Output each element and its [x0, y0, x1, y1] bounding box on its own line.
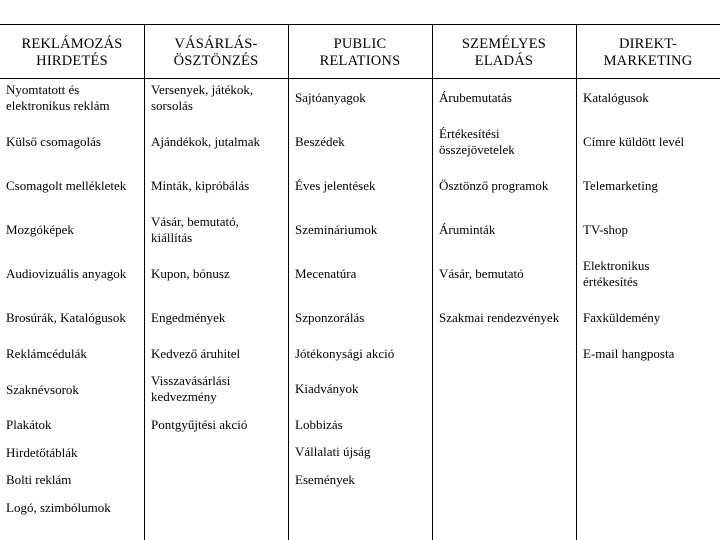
- column-divider: [288, 25, 289, 540]
- header-bottom-border: [0, 78, 720, 79]
- table-cell: Jótékonysági akció: [295, 346, 395, 361]
- table-cell: Szakmai rendezvények: [439, 310, 560, 325]
- header-line: SZEMÉLYES: [461, 36, 547, 52]
- table-cell: Ösztönző programok: [439, 178, 549, 193]
- table-cell: Katalógusok: [583, 90, 649, 105]
- table-cell: Árubemutatás: [439, 90, 512, 105]
- table-cell: Csomagolt mellékletek: [6, 178, 127, 193]
- table-cell: Nyomtatott és elektronikus reklám: [6, 82, 110, 113]
- table-cell: Szponzorálás: [295, 310, 365, 325]
- table-cell: Vásár, bemutató: [439, 266, 524, 281]
- header-line: DIREKT-: [618, 36, 678, 52]
- table-cell: Minták, kipróbálás: [151, 178, 250, 193]
- header-reklamozas: [0, 33, 144, 73]
- header-szemelyes-eladas: [432, 33, 576, 73]
- table-cell: Beszédek: [295, 134, 345, 149]
- header-public-relations: [288, 33, 432, 73]
- table-cell: Vállalati újság: [295, 444, 371, 459]
- table-cell: Kedvező áruhitel: [151, 346, 241, 361]
- table-cell: Sajtóanyagok: [295, 90, 366, 105]
- header-line: VÁSÁRLÁS-: [174, 36, 258, 52]
- table-cell: Kupon, bónusz: [151, 266, 230, 281]
- header-line: ELADÁS: [474, 53, 534, 69]
- header-line: MARKETING: [603, 53, 693, 69]
- table-cell: Áruminták: [439, 222, 496, 237]
- table-cell: Külső csomagolás: [6, 134, 101, 149]
- table-cell: Visszavásárlási kedvezmény: [151, 373, 231, 404]
- table-cell: Címre küldött levél: [583, 134, 685, 149]
- table-cell: Események: [295, 472, 355, 487]
- table-cell: TV-shop: [583, 222, 629, 237]
- table-cell: E-mail hangposta: [583, 346, 675, 361]
- table-cell: Mozgóképek: [6, 222, 74, 237]
- header-vasarlas: [144, 33, 288, 73]
- table-cell: Ajándékok, jutalmak: [151, 134, 261, 149]
- table-cell: Vásár, bemutató, kiállítás: [151, 214, 239, 245]
- column-divider: [432, 25, 433, 540]
- table-cell: Lobbizás: [295, 417, 343, 432]
- table-cell: Értékesítési összejövetelek: [439, 126, 515, 157]
- table-cell: Telemarketing: [583, 178, 658, 193]
- table-cell: Logó, szimbólumok: [6, 500, 111, 515]
- table-cell: Kiadványok: [295, 381, 359, 396]
- table-cell: Hirdetőtáblák: [6, 445, 78, 460]
- table-cell: Mecenatúra: [295, 266, 357, 281]
- column-divider: [576, 25, 577, 540]
- header-line: HIRDETÉS: [36, 53, 108, 69]
- table-cell: Brosúrák, Katalógusok: [6, 310, 126, 325]
- table-cell: Szaknévsorok: [6, 382, 79, 397]
- table-cell: Szemináriumok: [295, 222, 378, 237]
- header-line: ÖSZTÖNZÉS: [173, 53, 259, 69]
- header-line: REKLÁMOZÁS: [21, 36, 123, 52]
- table-cell: Faxküldemény: [583, 310, 661, 325]
- header-line: PUBLIC: [333, 36, 387, 52]
- table-cell: Reklámcédulák: [6, 346, 87, 361]
- table-cell: Bolti reklám: [6, 472, 72, 487]
- header-line: RELATIONS: [319, 53, 401, 69]
- table-cell: Audiovizuális anyagok: [6, 266, 127, 281]
- header-direkt-marketing: [576, 33, 720, 73]
- table-cell: Éves jelentések: [295, 178, 376, 193]
- table-cell: Plakátok: [6, 417, 52, 432]
- table-cell: Versenyek, játékok, sorsolás: [151, 82, 254, 113]
- table-cell: Pontgyűjtési akció: [151, 417, 248, 432]
- table-cell: Elektronikus értékesítés: [583, 258, 650, 289]
- table-cell: Engedmények: [151, 310, 226, 325]
- table-top-border: [0, 24, 720, 25]
